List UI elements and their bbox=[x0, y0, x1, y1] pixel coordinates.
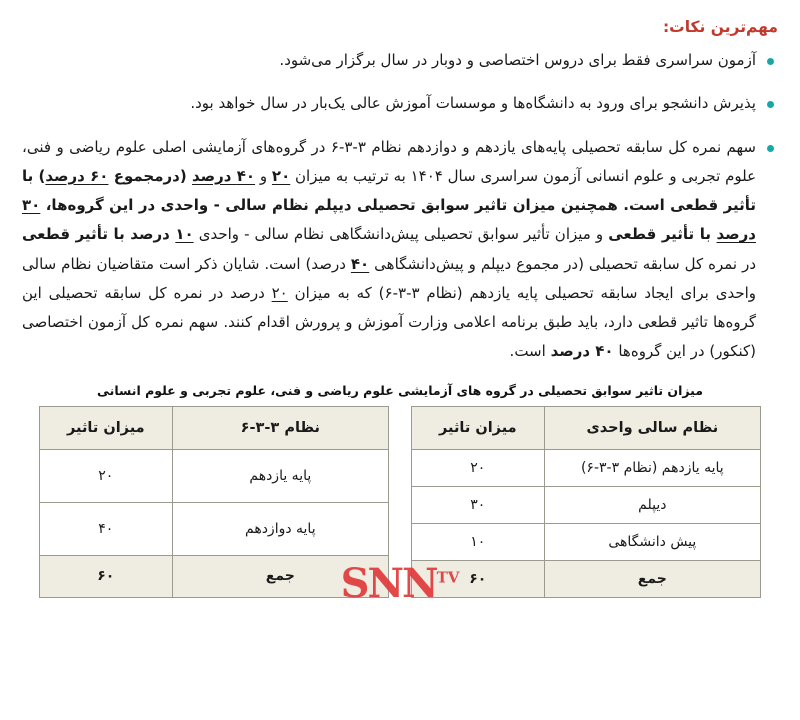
paragraph-value-3: ۶۰ درصد bbox=[45, 166, 109, 185]
paragraph-seg-5: با تأثیر قطعی bbox=[608, 225, 717, 244]
bullet-dot-icon bbox=[767, 58, 774, 65]
cell-label: پایه یازدهم (نظام ۳-۳-۶) bbox=[544, 449, 760, 486]
list-item bbox=[22, 89, 778, 118]
list-item bbox=[22, 133, 778, 367]
table-row bbox=[40, 502, 389, 555]
table-row bbox=[412, 523, 761, 560]
paragraph-value-5: ۱۰ bbox=[175, 225, 194, 244]
table-total-row bbox=[412, 560, 761, 597]
paragraph-value-4: ۳۰ درصد bbox=[22, 196, 757, 244]
tables-caption: میزان تاثیر سوابق تحصیلی در گروه های آزمایشی علوم ریاضی و فنی، علوم تجربی و علوم انسانی bbox=[97, 382, 703, 398]
table-row bbox=[412, 449, 761, 486]
watermark-sup: TV bbox=[436, 568, 460, 587]
paragraph-seg-4: ) با تأثیر قطعی است. همچنین میزان تاثیر سوابق تحصیلی دیپلم نظام سالی - واحدی در این گروه‌ها، bbox=[22, 166, 756, 214]
column-header-impact: میزان تاثیر bbox=[40, 406, 173, 449]
table-total-row bbox=[40, 555, 389, 597]
paragraph-seg-7: درصد با تأثیر قطعی bbox=[22, 225, 176, 244]
cell-label: پیش دانشگاهی bbox=[544, 523, 760, 560]
paragraph-value-1: ۲۰ bbox=[271, 166, 291, 185]
page-title: مهم‌ترین نکات: bbox=[662, 18, 778, 36]
cell-value: ۴۰ bbox=[40, 502, 173, 555]
cell-label: دیپلم bbox=[544, 486, 760, 523]
watermark-text: SNN bbox=[340, 560, 437, 607]
key-points-list bbox=[22, 46, 778, 367]
paragraph-value-2: ۴۰ درصد bbox=[191, 166, 256, 185]
table-nezam-3-3-6 bbox=[39, 406, 389, 598]
cell-label-total: جمع bbox=[544, 560, 760, 597]
paragraph-seg-9: درصد) است. شایان ذکر است متقاضیان نظام سالی واحدی برای ایجاد سابقه تحصیلی پایه یازدهم (نظام ۳-۳-۶) که به میزان bbox=[22, 254, 756, 302]
cell-value: ۲۰ bbox=[40, 449, 173, 502]
table-nezam-sali-vahedi bbox=[411, 406, 761, 598]
paragraph-seg-2: و bbox=[255, 166, 272, 185]
cell-label-total: جمع bbox=[172, 555, 388, 597]
paragraph-seg-6: و میزان تأثیر سوابق تحصیلی پیش‌دانشگاهی نظام سالی - واحدی bbox=[193, 225, 609, 244]
paragraph-seg-10: درصد در نمره کل سابقه تحصیلی این گروه‌ها تاثیر قطعی دارد، باید طبق برنامه اعلامی وزارت آموزش و پرورش اقدام کنند. سهم نمره کل آزمون اختصاصی (کنکور) در این گروه‌ها bbox=[22, 283, 756, 361]
paragraph-value-7: ۲۰ bbox=[271, 283, 288, 302]
bullet-dot-icon bbox=[767, 145, 774, 152]
tables-container bbox=[22, 406, 778, 598]
cell-value-total: ۶۰ bbox=[40, 555, 173, 597]
column-header-system: نظام ۳-۳-۶ bbox=[172, 406, 388, 449]
column-header-system: نظام سالی واحدی bbox=[544, 406, 760, 449]
table-header-row bbox=[40, 406, 389, 449]
paragraph-value-6: ۴۰ bbox=[350, 254, 370, 273]
table-header-row bbox=[412, 406, 761, 449]
cell-value-total: ۶۰ bbox=[412, 560, 545, 597]
bullet-text-1: آزمون سراسری فقط برای دروس اختصاصی و دوبار در سال برگزار می‌شود. bbox=[279, 51, 756, 69]
paragraph-value-8: ۴۰ درصد bbox=[550, 342, 614, 361]
column-header-impact: میزان تاثیر bbox=[412, 406, 545, 449]
list-item bbox=[22, 46, 778, 75]
paragraph-seg-8: در نمره کل سابقه تحصیلی (در مجموع دیپلم و پیش‌دانشگاهی bbox=[369, 254, 756, 273]
paragraph-seg-11: است. bbox=[509, 342, 551, 361]
cell-value: ۲۰ bbox=[412, 449, 545, 486]
paragraph-seg-3: (درمجموع bbox=[108, 166, 192, 185]
bullet-dot-icon bbox=[767, 101, 774, 108]
bullet-text-2: پذیرش دانشجو برای ورود به دانشگاه‌ها و موسسات آموزش عالی یک‌بار در سال خواهد بود. bbox=[190, 94, 756, 113]
table-row bbox=[40, 449, 389, 502]
table-row bbox=[412, 486, 761, 523]
paragraph-seg-1: سهم نمره کل سابقه تحصیلی پایه‌های یازدهم و دوازدهم نظام ۳-۳-۶ در گروه‌های آزمایشی اصلی علوم ریاضی و فنی، علوم تجربی و علوم انسانی آزمون سراسری سال ۱۴۰۴ به ترتیب به میزان bbox=[22, 137, 757, 185]
cell-value: ۱۰ bbox=[412, 523, 545, 560]
cell-label: پایه دوازدهم bbox=[172, 502, 388, 555]
cell-label: پایه یازدهم bbox=[172, 449, 388, 502]
cell-value: ۳۰ bbox=[412, 486, 545, 523]
bullet-paragraph-long bbox=[22, 138, 756, 361]
